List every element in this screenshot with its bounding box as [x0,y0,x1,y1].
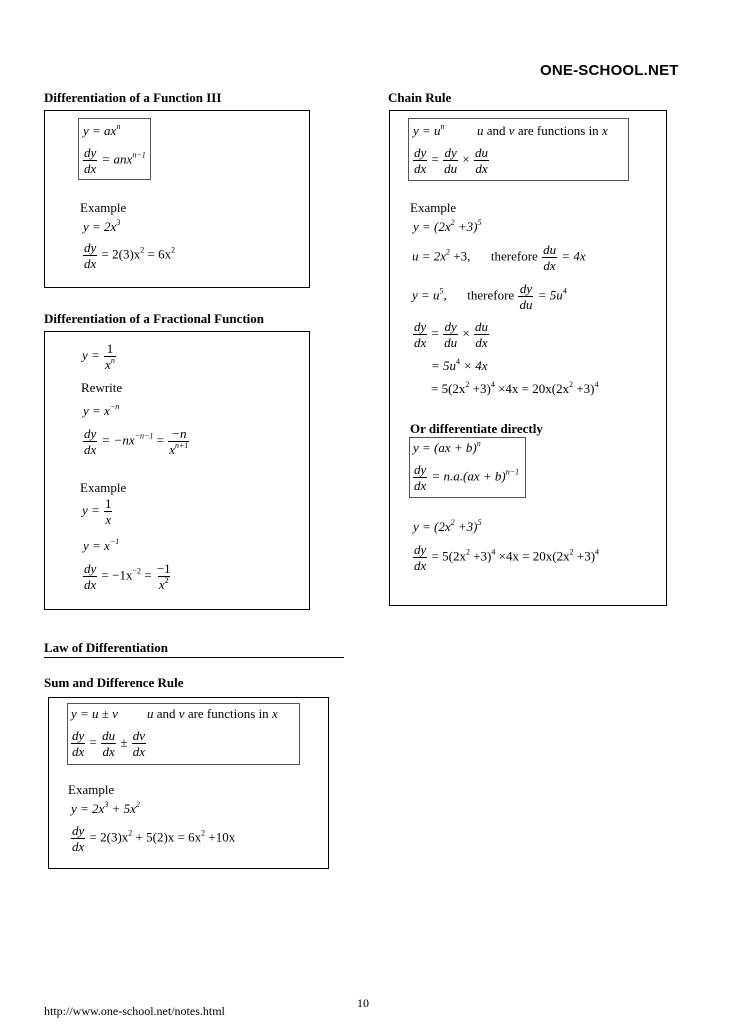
chain-formula-y: $y = u^n$ [413,122,445,138]
sum-formula-note: u and v are functions in x [147,706,278,721]
diff3-example-y: $y = 2x^3$ [83,218,121,234]
chain-ex2-y: $y = (2x^2 +3)^5$ [413,518,482,534]
law-underline [44,657,344,658]
chain-direct-y: y = (ax + b)$^n$ [413,439,481,455]
chain-formula-deriv: $\frac{dy}{dx}$ = $\frac{dy}{du}$ × $\frac{du}{dx}$ [414,145,488,176]
chain-step1: = $5u^4 \times 4x$ [431,357,488,373]
fractional-rewrite-y: $y = x^{-n}$ [83,402,120,418]
fractional-example-label: Example [80,480,127,495]
fractional-rewrite-deriv: $\frac{dy}{dx}$ = $-nx^{-n-1}$ = $\frac{-n}{x^{n+1}}$ [84,426,189,457]
sum-formula-deriv: $\frac{dy}{dx}$ = $\frac{du}{dx}$ ± $\frac{dv}{dx}$ [72,728,146,759]
fractional-example-deriv: $\frac{dy}{dx}$ = $-1x^{-2}$ = $\frac{-1}{x^2}$ [84,561,171,592]
page-number: 10 [357,996,369,1010]
fractional-formula-y: y = $\frac{1}{x^n}$ [82,341,115,372]
fractional-example-y: y = $\frac{1}{x}$ [82,496,112,527]
chain-example-label: Example [410,200,457,215]
section-title-fractional: Differentiation of a Fractional Function [44,311,265,326]
chain-step2: = $5(2x^2 +3)^4 \times 4x = 20x(2x^2 +3)^4$ [431,380,599,396]
section-title-chain: Chain Rule [388,90,452,105]
diff3-example-label: Example [80,200,127,215]
section-title-sum: Sum and Difference Rule [44,675,184,690]
brand-header: ONE-SCHOOL.NET [540,62,679,79]
sum-example-label: Example [68,782,115,797]
chain-formula-note: u and v are functions in x [477,123,608,138]
chain-u-line: $u = 2x^2 +3$, therefore $\frac{du}{dx}$ = 4x [412,242,586,273]
footer-url: http://www.one-school.net/notes.html [44,1004,225,1018]
chain-direct-title: Or differentiate directly [410,421,543,436]
diff3-formula-deriv: $\frac{dy}{dx}$ = anx$^{n-1}$ [84,145,146,176]
diff3-example-deriv: $\frac{dy}{dx}$ = $2(3)x^2 = 6x^2$ [84,240,176,271]
chain-example-y: $y = (2x^2 +3)^5$ [413,218,482,234]
sum-example-deriv: $\frac{dy}{dx}$ = $2(3)x^2 + 5(2)x = 6x^2 +10x$ [72,823,236,854]
chain-y-u-line: $y = u^5$, therefore $\frac{dy}{du}$ = $5u^4$ [412,281,567,312]
sum-formula-y: y = u ± v [71,706,118,721]
fractional-example-rewrite: $y = x^{-1}$ [83,537,120,553]
chain-direct-deriv: $\frac{dy}{dx}$ = n.a.(ax + b)$^{n-1}$ [414,462,520,493]
fractional-rewrite-label: Rewrite [81,380,123,395]
section-title-diff3: Differentiation of a Function III [44,90,222,105]
chain-ex2-deriv: $\frac{dy}{dx}$ = $5(2x^2 +3)^4 \times 4x = 20x(2x^2 +3)^4$ [414,542,600,573]
diff3-formula-y: $y = ax^n$ [83,122,121,138]
sum-example-y: $y = 2x^3 + 5x^2$ [71,800,140,816]
section-title-law: Law of Differentiation [44,640,168,655]
chain-step-deriv: $\frac{dy}{dx}$ = $\frac{dy}{du}$ × $\frac{du}{dx}$ [414,319,488,350]
